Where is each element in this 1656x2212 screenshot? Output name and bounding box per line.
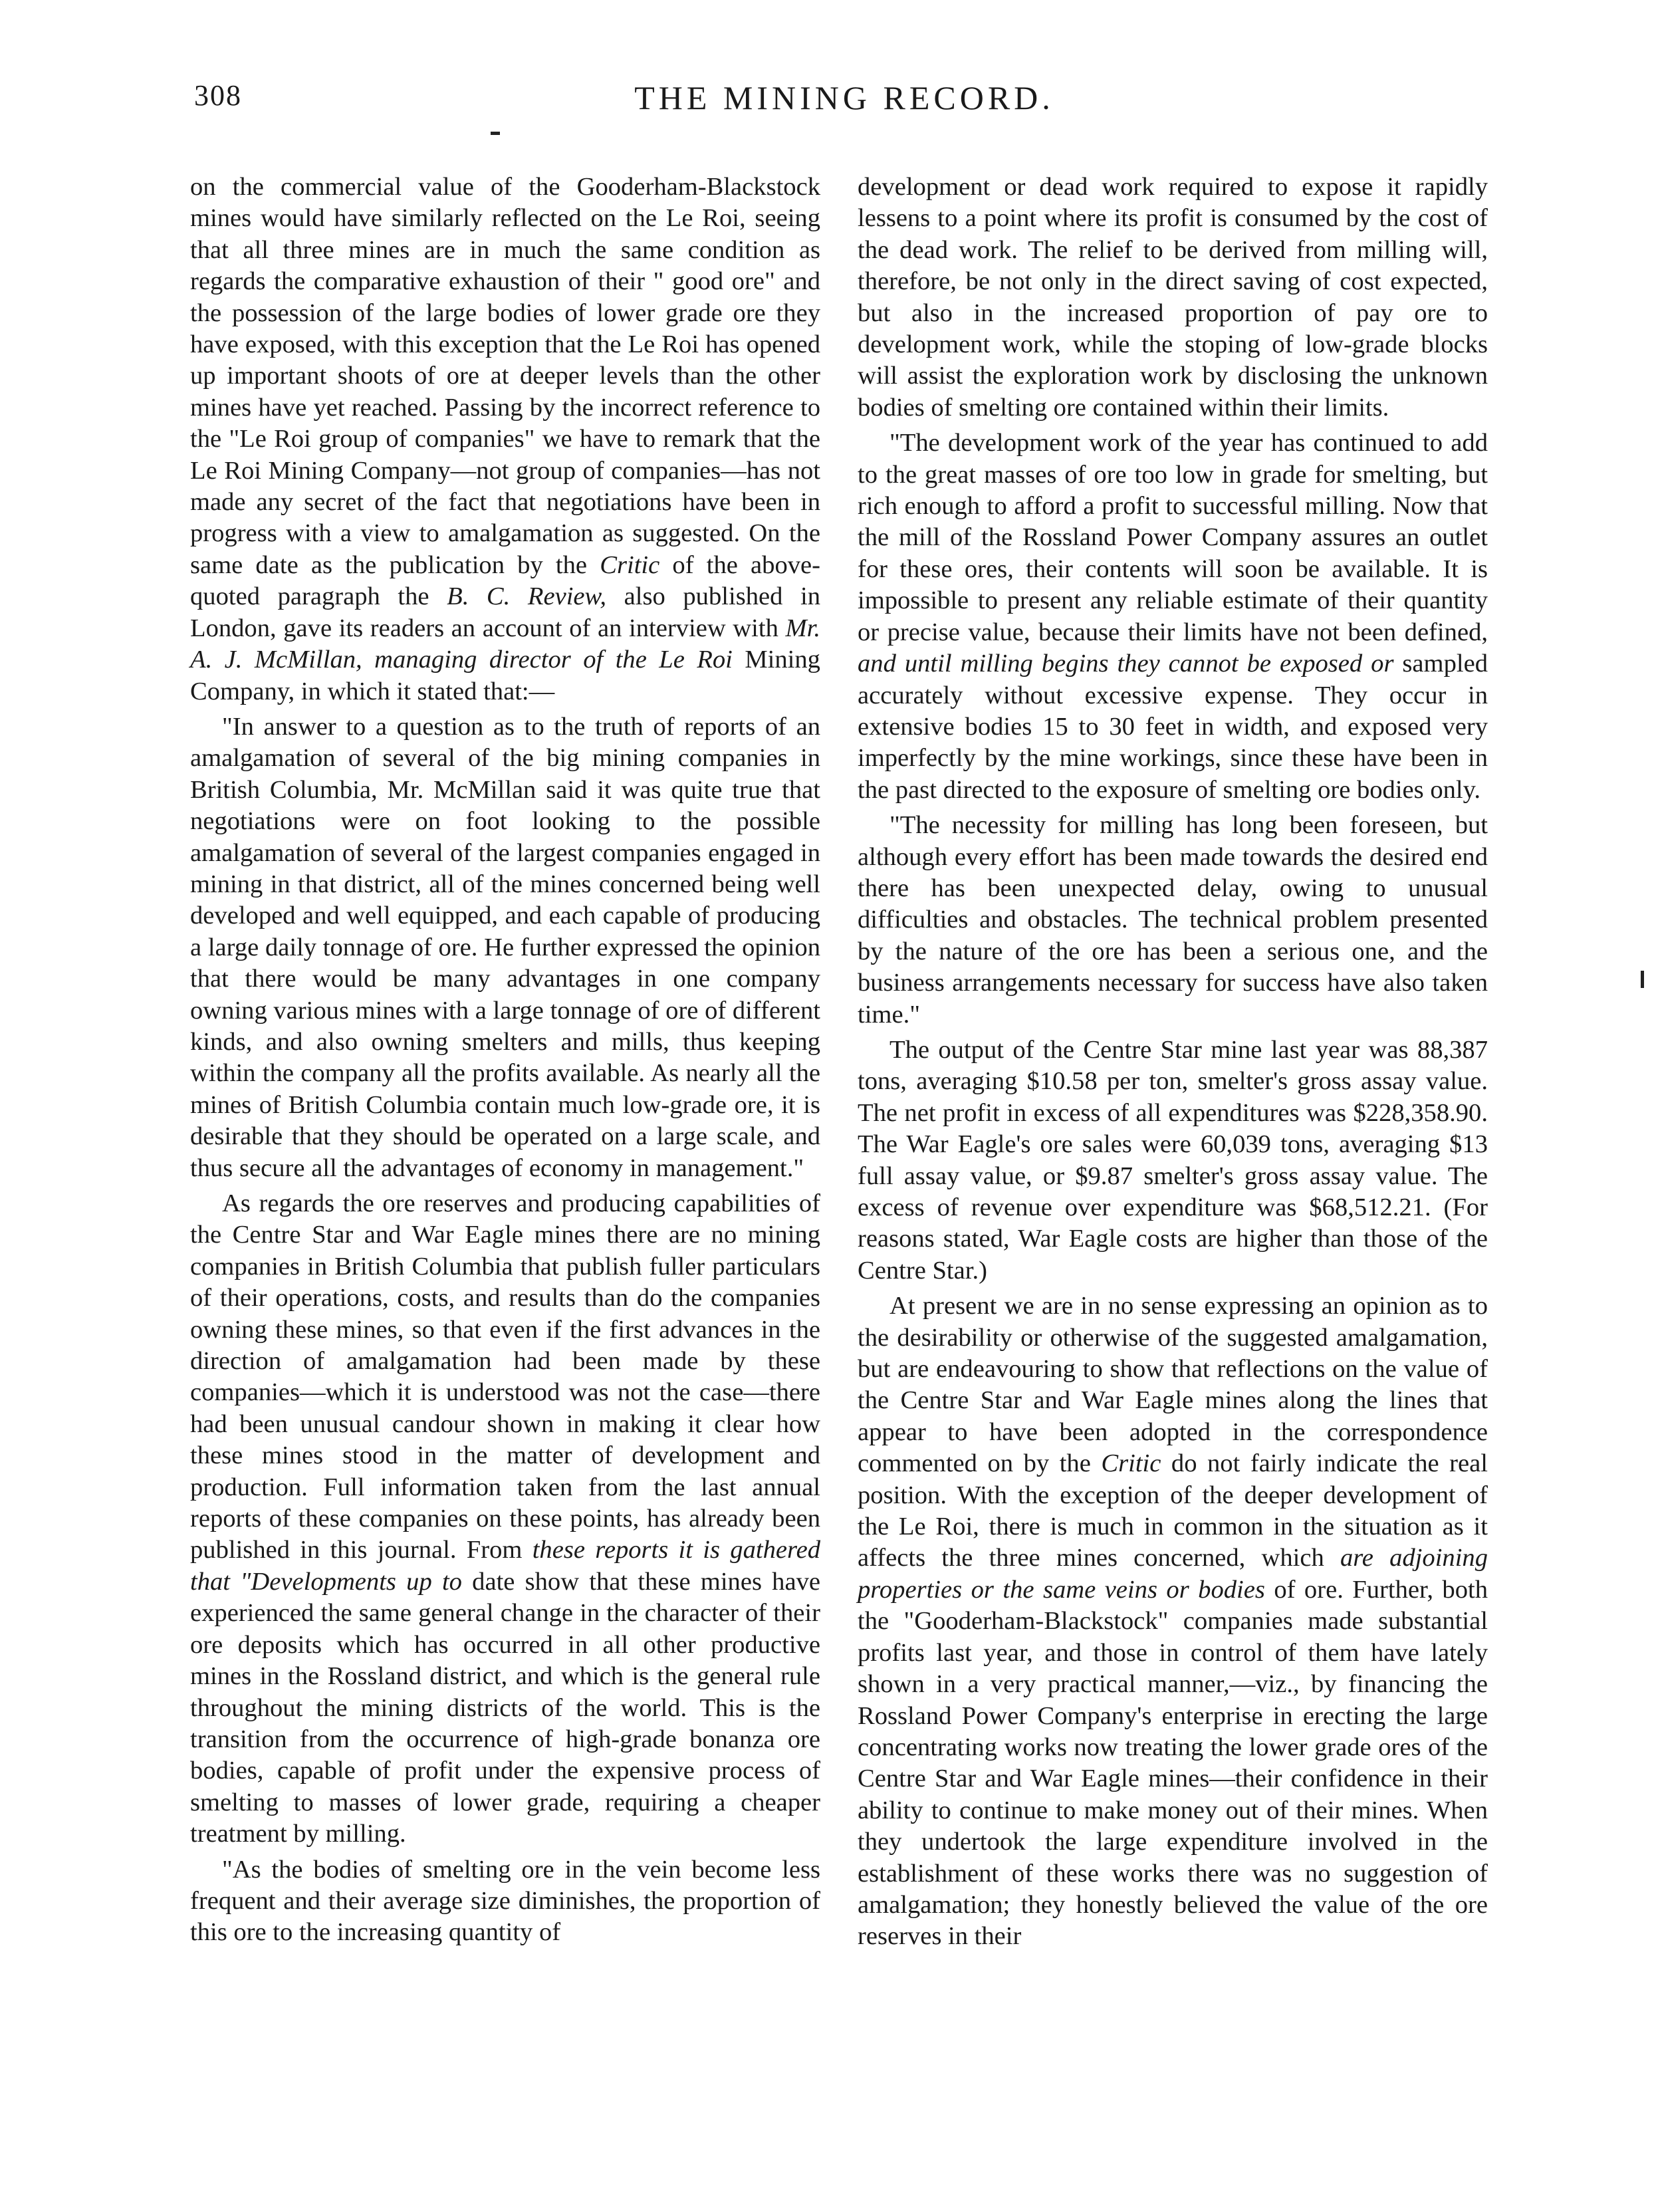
right-column bbox=[858, 172, 1488, 1953]
paragraph: The output of the Centre Star mine last year was 88,387 tons, averaging $10.58 per ton, smelter's gross assay value. The net profit in excess of all expenditures was $228,358.90. The War Eagle's ore sales were 60,039 tons, averaging $13 full assay value, or $9.87 smelter's gross assay value. The excess of revenue over expenditure was $68,512.21. (For reasons stated, War Eagle costs are higher than those of the Centre Star.) bbox=[858, 1035, 1488, 1285]
print-mark bbox=[491, 132, 500, 135]
running-title: THE MINING RECORD. bbox=[634, 79, 1054, 116]
paragraph: "The necessity for milling has long been foreseen, but although every effort has been made towards the desired end there has been unexpected delay, owing to unusual difficulties and obstacles. The technical problem presented by the nature of the ore has been a serious one, and the business arrangements necessary for success have also taken time." bbox=[858, 811, 1488, 1029]
paragraph: "As the bodies of smelting ore in the vein become less frequent and their average size diminishes, the proportion of this ore to the increasing quantity of bbox=[190, 1855, 820, 1947]
page-number: 308 bbox=[194, 79, 242, 112]
page-header bbox=[194, 78, 1494, 118]
paragraph: "In answer to a question as to the truth of reports of an amalgamation of several of the big mining companies in British Columbia, Mr. McMillan said it was quite true that negotiations were on foot looking to the possible amalgamation of several of the largest companies engaged in mining in that district, all of the mines concerned being well developed and well equipped, and each capable of producing a large daily tonnage of ore. He further expressed the opinion that there would be many advantages in one company owning various mines with a large tonnage of ore of different kinds, and also owning smelters and mills, thus keeping within the company all the profits available. As nearly all the mines of British Columbia contain much low-grade ore, it is desirable that they should be operated on a large scale, and thus secure all the advantages of economy in management." bbox=[190, 712, 820, 1182]
scan-edge-mark bbox=[1641, 971, 1644, 988]
paragraph: on the commercial value of the Gooderham-Blackstock mines would have similarly reflected on the Le Roi, seeing that all three mines are in much the same condition as regards the comparative exhaustion of their " good ore" and the possession of the large bodies of lower grade ore they have exposed, with this exception that the Le Roi has opened up important shoots of ore at deeper levels than the other mines have yet reached. Passing by the incorrect reference to the "Le Roi group of companies" we have to remark that the Le Roi Mining Company—not group of companies—has not made any secret of the fact that negotiations have been in progress with a view to amalgamation as suggested. On the same date as the publication by the Critic of the above-quoted paragraph the B. C. Review, also published in London, gave its readers an account of an interview with Mr. A. J. McMillan, managing director of the Le Roi Mining Company, in which it stated that:— bbox=[190, 173, 821, 705]
paragraph: "The development work of the year has continued to add to the great masses of ore too low in grade for smelting, but rich enough to afford a profit to successful milling. Now that the mill of the Rossland Power Company assures an outlet for these ores, their contents will soon be available. It is impossible to present any reliable estimate of their quantity or precise value, because their limits have not been defined, and until milling begins they cannot be exposed or sampled accurately without excessive expense. They occur in extensive bodies 15 to 30 feet in width, and exposed very imperfectly by the mine workings, since these have been in the past directed to the exposure of smelting ore bodies only. bbox=[858, 429, 1488, 804]
paragraph: As regards the ore reserves and producing capabilities of the Centre Star and War Eagle mines there are no mining companies in British Columbia that publish fuller particulars of their operations, costs, and results than do the companies owning these mines, so that even if the first advances in the direction of amalgamation had been made by these companies—which it is understood was not the case—there had been unusual candour shown in making it clear how these mines stood in the matter of development and production. Full information taken from the last annual reports of these companies on these points, has already been published in this journal. From these reports it is gathered that "Developments up to date show that these mines have experienced the same general change in the character of their ore deposits which has occurred in all other productive mines in the Rossland district, and which is the general rule throughout the mining districts of the world. This is the transition from the occurrence of high-grade bonanza ore bodies, capable of profit under the expensive process of smelting to masses of lower grade, requiring a cheaper treatment by milling. bbox=[190, 1189, 820, 1848]
paragraph: development or dead work required to expose it rapidly lessens to a point where its profit is consumed by the cost of the dead work. The relief to be derived from milling will, therefore, be not only in the direct saving of cost expected, but also in the increased proportion of pay ore to development work, while the stoping of low-grade blocks will assist the exploration work by disclosing the unknown bodies of smelting ore contained within their limits. bbox=[858, 173, 1488, 422]
paragraph: At present we are in no sense expressing an opinion as to the desirability or otherwise of the suggested amalgamation, but are endeavouring to show that reflections on the value of the Centre Star and War Eagle mines along the lines that appear to have been adopted in the correspondence commented on by the Critic do not fairly indicate the real position. With the exception of the deeper development of the Le Roi, there is much in common in the situation as it affects the three mines concerned, which are adjoining properties or the same veins or bodies of ore. Further, both the "Gooderham-Blackstock" companies made substantial profits last year, and those in control of them have lately shown in a very practical manner,—viz., by financing the Rossland Power Company's enterprise in erecting the large concentrating works now treating the lower grade ores of the Centre Star and War Eagle mines—their confidence in their ability to continue to make money out of their mines. When they undertook the large expenditure involved in the establishment of these works there was no suggestion of amalgamation; they honestly believed the value of the ore reserves in their bbox=[858, 1292, 1488, 1951]
left-column bbox=[190, 172, 820, 1949]
